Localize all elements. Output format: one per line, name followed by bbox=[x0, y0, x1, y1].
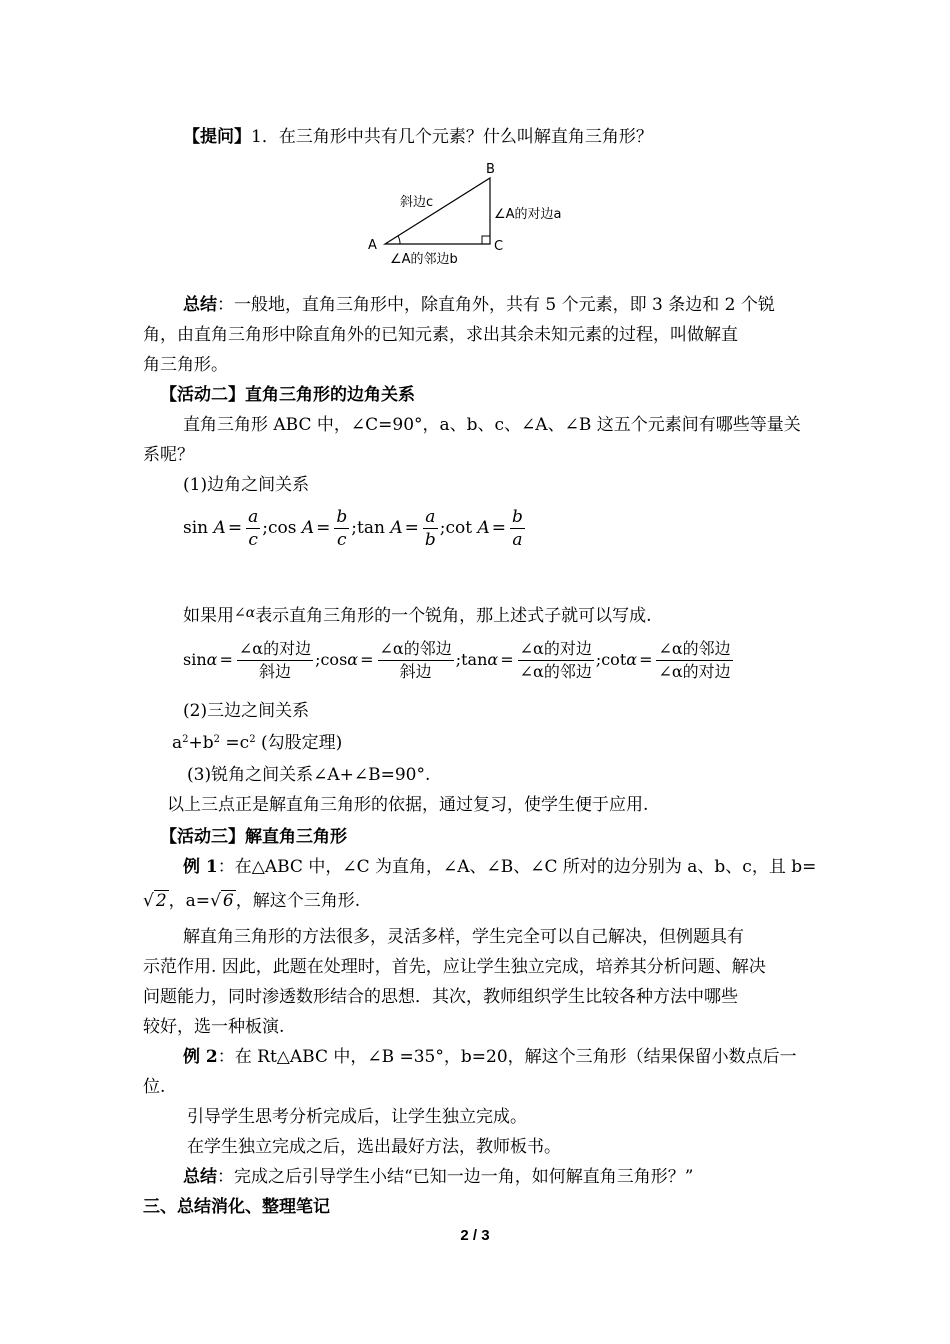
example2-line2: 位. bbox=[143, 1077, 166, 1097]
section3-heading: 三、总结消化、整理笔记 bbox=[143, 1197, 330, 1217]
method-p1: 解直角三角形的方法很多，灵活多样，学生完全可以自己解决，但例题具有 bbox=[183, 927, 744, 947]
alpha-symbol: ∠α bbox=[234, 605, 256, 621]
question-text: 1．在三角形中共有几个元素？什么叫解直角三角形？ bbox=[251, 127, 653, 147]
pythagorean-line: $a^2+b^2 =c^2$ (勾股定理) bbox=[172, 733, 343, 753]
summary1-line2: 角，由直角三角形中除直角外的已知元素，求出其余未知元素的过程，叫做解直 bbox=[143, 325, 738, 345]
summary1-line1: 总结：一般地，直角三角形中，除直角外，共有 5 个元素，即 3 条边和 2 个锐 bbox=[183, 295, 775, 315]
example2-line1: 例 2：在 Rt△ABC 中，∠B =35°，b=20，解这个三角形（结果保留小数点后一 bbox=[183, 1047, 797, 1067]
guide-line2: 在学生独立完成之后，选出最好方法，教师板书。 bbox=[187, 1137, 561, 1157]
hypotenuse-label: 斜边c bbox=[400, 195, 434, 210]
method-p3: 问题能力，同时渗透数形结合的思想．其次，教师组织学生比较各种方法中哪些 bbox=[143, 987, 738, 1007]
activity2-intro1: 直角三角形 ABC 中，∠C=90°，a、b、c、∠A、∠B 这五个元素间有哪些等量关 bbox=[183, 415, 801, 435]
activity3-title: 【活动三】解直角三角形 bbox=[160, 827, 347, 847]
activity2-sub2: (2)三边之间关系 bbox=[183, 701, 310, 721]
method-p4: 较好，选一种板演. bbox=[143, 1017, 285, 1037]
activity2-title: 【活动二】直角三角形的边角关系 bbox=[160, 385, 415, 405]
vertex-a-label: A bbox=[368, 238, 377, 253]
summary1-line3: 角三角形。 bbox=[143, 355, 228, 375]
method-p2: 示范作用. 因此，此题在处理时，首先，应让学生独立完成，培养其分析问题、解决 bbox=[143, 957, 766, 977]
alpha-intro-line: 如果用$^{\angle\alpha}$表示直角三角形的一个锐角，那上述式子就可以写成. bbox=[183, 605, 652, 626]
page-number: 2 / 3 bbox=[460, 1227, 490, 1244]
vertex-b-label: B bbox=[486, 162, 495, 177]
right-triangle-figure bbox=[360, 162, 600, 272]
example1-line1: 例 1：在△ABC 中，∠C 为直角，∠A、∠B、∠C 所对的边分别为 a、b、c，且 b= bbox=[183, 857, 817, 877]
activity2-conclusion: 以上三点正是解直角三角形的依据，通过复习，使学生便于应用. bbox=[167, 795, 649, 815]
triangle-shape bbox=[385, 178, 490, 244]
opposite-label: ∠A的对边a bbox=[494, 207, 562, 222]
activity2-sub1: (1)边角之间关系 bbox=[183, 475, 310, 495]
adjacent-label: ∠A的邻边b bbox=[390, 252, 458, 267]
question-line bbox=[183, 126, 653, 148]
activity2-intro2: 系呢？ bbox=[143, 445, 194, 465]
formula-trig-abc: sin A = $\frac{a}{c}$ ;cos A = $\frac{b}{c}$ ;tan A = $\frac{a}{b}$ ;cot A = $\frac{b}{a}$ bbox=[183, 507, 523, 550]
activity2-sub3: (3)锐角之间关系∠A+∠B=90°. bbox=[187, 765, 431, 785]
summary2-line: 总结：完成之后引导学生小结“已知一边一角，如何解直角三角形？” bbox=[183, 1167, 694, 1187]
guide-line1: 引导学生思考分析完成后，让学生独立完成。 bbox=[187, 1107, 527, 1127]
example1-line2: √ 2 ，a=√ 6 ，解这个三角形. bbox=[143, 891, 361, 911]
angle-a-arc bbox=[398, 236, 400, 244]
formula-trig-alpha: sinα = $\frac{\text{∠α的对边}}{\text{斜边}}$ ;cosα = $\frac{\text{∠α的邻边}}{\text{斜边}}$ ;tanα = $\frac{\text{∠α的对边}}{\text{∠α的邻边}}$ ;cotα = $\frac{\text{∠α的邻边}}{\text{∠α的对边}}$ bbox=[183, 639, 731, 681]
question-tag: 【提问】 bbox=[183, 127, 251, 147]
right-angle-mark bbox=[482, 236, 490, 244]
summary1-label: 总结 bbox=[183, 295, 217, 315]
vertex-c-label: C bbox=[494, 239, 504, 254]
